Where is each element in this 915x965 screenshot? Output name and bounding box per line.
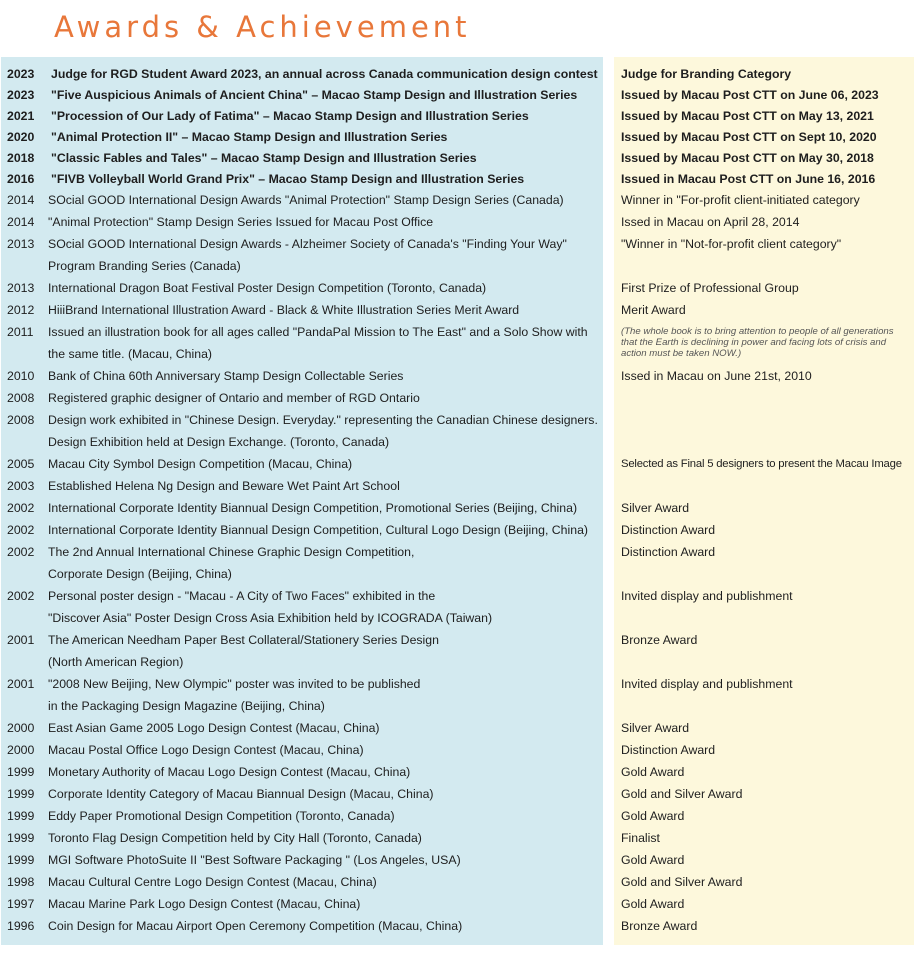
award-description bbox=[48, 893, 600, 915]
award-year: 1999 bbox=[7, 831, 35, 845]
award-description bbox=[48, 827, 600, 849]
award-description-line: The American Needham Paper Best Collateral/Stationery Series Design bbox=[48, 633, 439, 647]
award-description bbox=[48, 211, 600, 233]
award-note: (The whole book is to bring attention to people of all generations that the Earth is declining in power and facing lots of crisis and action must be taken NOW.) bbox=[621, 326, 894, 359]
award-result: Issed in Macau on April 28, 2014 bbox=[621, 215, 800, 229]
award-result: Gold Award bbox=[621, 897, 685, 911]
award-result: Selected as Final 5 designers to present the Macau Image bbox=[621, 458, 902, 470]
award-description-line: Bank of China 60th Anniversary Stamp Design Collectable Series bbox=[48, 369, 404, 383]
award-description bbox=[51, 168, 603, 190]
award-description-line: the same title. (Macau, China) bbox=[48, 347, 213, 361]
award-description-line: "Classic Fables and Tales" – Macao Stamp Design and Illustration Series bbox=[51, 151, 477, 165]
page-title: Awards & Achievement bbox=[54, 10, 471, 44]
award-year: 2013 bbox=[7, 281, 35, 295]
award-description-line: SOcial GOOD International Design Awards - Alzheimer Society of Canada's "Finding Your Way" bbox=[48, 237, 567, 251]
award-year: 2005 bbox=[7, 457, 35, 471]
award-year: 2002 bbox=[7, 545, 35, 559]
award-year: 2012 bbox=[7, 303, 35, 317]
award-year: 2021 bbox=[7, 109, 35, 123]
award-description bbox=[51, 147, 603, 169]
award-description-line: Macau City Symbol Design Competition (Macau, China) bbox=[48, 457, 353, 471]
award-result: Silver Award bbox=[621, 501, 690, 515]
award-year: 2002 bbox=[7, 501, 35, 515]
award-year: 2020 bbox=[7, 130, 35, 144]
award-description-line: Corporate Design (Beijing, China) bbox=[48, 567, 232, 581]
award-description bbox=[48, 629, 600, 673]
award-description bbox=[48, 321, 600, 365]
award-year: 2013 bbox=[7, 237, 35, 251]
award-year: 2010 bbox=[7, 369, 35, 383]
award-description-line: Judge for RGD Student Award 2023, an annual across Canada communication design contest bbox=[51, 67, 598, 81]
award-year: 1999 bbox=[7, 809, 35, 823]
award-description bbox=[48, 541, 600, 585]
award-result: Bronze Award bbox=[621, 919, 698, 933]
award-result: Bronze Award bbox=[621, 633, 698, 647]
award-description-line: "Discover Asia" Poster Design Cross Asia Exhibition held by ICOGRADA (Taiwan) bbox=[48, 611, 493, 625]
award-year: 2018 bbox=[7, 151, 35, 165]
award-description-line: "Five Auspicious Animals of Ancient China" – Macao Stamp Design and Illustration Series bbox=[51, 88, 578, 102]
award-description bbox=[48, 277, 600, 299]
award-description-line: East Asian Game 2005 Logo Design Contest (Macau, China) bbox=[48, 721, 380, 735]
award-description-line: Design work exhibited in "Chinese Design. Everyday." representing the Canadian Chinese designers. bbox=[48, 413, 598, 427]
award-description-line: Design Exhibition held at Design Exchange. (Toronto, Canada) bbox=[48, 435, 390, 449]
award-year: 2008 bbox=[7, 413, 35, 427]
award-description-line: "Animal Protection II" – Macao Stamp Design and Illustration Series bbox=[51, 130, 448, 144]
award-description-line: Registered graphic designer of Ontario and member of RGD Ontario bbox=[48, 391, 420, 405]
award-description-line: HiiiBrand International Illustration Award - Black & White Illustration Series Merit Award bbox=[48, 303, 520, 317]
award-year: 1999 bbox=[7, 853, 35, 867]
award-description-line: International Corporate Identity Biannual Design Competition, Promotional Series (Beijing, China) bbox=[48, 501, 578, 515]
award-result: Gold Award bbox=[621, 853, 685, 867]
award-result: Issued by Macau Post CTT on Sept 10, 2020 bbox=[621, 130, 877, 144]
award-description-line: International Corporate Identity Biannual Design Competition, Cultural Logo Design (Beijing, China) bbox=[48, 523, 589, 537]
award-year: 2008 bbox=[7, 391, 35, 405]
award-year: 2000 bbox=[7, 743, 35, 757]
award-description bbox=[48, 189, 600, 211]
award-description-line: International Dragon Boat Festival Poster Design Competition (Toronto, Canada) bbox=[48, 281, 487, 295]
award-year: 1999 bbox=[7, 765, 35, 779]
award-result: Gold and Silver Award bbox=[621, 787, 743, 801]
award-description-line: Macau Cultural Centre Logo Design Contest (Macau, China) bbox=[48, 875, 377, 889]
award-description-line: Program Branding Series (Canada) bbox=[48, 259, 241, 273]
award-description bbox=[48, 739, 600, 761]
award-year: 1999 bbox=[7, 787, 35, 801]
award-description bbox=[48, 717, 600, 739]
award-description bbox=[48, 805, 600, 827]
award-description bbox=[48, 387, 600, 409]
award-description bbox=[48, 497, 600, 519]
award-description-line: Coin Design for Macau Airport Open Ceremony Competition (Macau, China) bbox=[48, 919, 463, 933]
award-result: Finalist bbox=[621, 831, 660, 845]
award-result: Gold Award bbox=[621, 765, 685, 779]
award-description bbox=[48, 453, 600, 475]
award-result: Merit Award bbox=[621, 303, 686, 317]
award-description bbox=[48, 761, 600, 783]
award-description bbox=[48, 585, 600, 629]
award-year: 2011 bbox=[7, 325, 34, 339]
award-year: 2001 bbox=[7, 633, 35, 647]
award-description-line: Established Helena Ng Design and Beware Wet Paint Art School bbox=[48, 479, 400, 493]
award-year: 1996 bbox=[7, 919, 35, 933]
award-description-line: Personal poster design - "Macau - A City of Two Faces" exhibited in the bbox=[48, 589, 436, 603]
award-result: Issed in Macau on June 21st, 2010 bbox=[621, 369, 812, 383]
award-result: First Prize of Professional Group bbox=[621, 281, 799, 295]
award-description-line: Macau Postal Office Logo Design Contest (Macau, China) bbox=[48, 743, 364, 757]
award-description-line: Monetary Authority of Macau Logo Design Contest (Macau, China) bbox=[48, 765, 411, 779]
award-result: Distinction Award bbox=[621, 545, 716, 559]
award-result: Issued in Macau Post CTT on June 16, 2016 bbox=[621, 172, 876, 186]
award-year: 2023 bbox=[7, 67, 35, 81]
award-result: Gold and Silver Award bbox=[621, 875, 743, 889]
award-description bbox=[51, 105, 603, 127]
award-description-line: Corporate Identity Category of Macau Biannual Design (Macau, China) bbox=[48, 787, 434, 801]
award-description-line: MGI Software PhotoSuite II "Best Software Packaging " (Los Angeles, USA) bbox=[48, 853, 461, 867]
award-description bbox=[51, 126, 603, 148]
award-description bbox=[48, 673, 600, 717]
award-result: "Winner in "Not-for-profit client category" bbox=[621, 237, 842, 251]
award-year: 2000 bbox=[7, 721, 35, 735]
award-result: Silver Award bbox=[621, 721, 690, 735]
award-description-line: Toronto Flag Design Competition held by City Hall (Toronto, Canada) bbox=[48, 831, 422, 845]
award-description bbox=[48, 519, 600, 541]
award-year: 2002 bbox=[7, 589, 35, 603]
award-year: 1998 bbox=[7, 875, 35, 889]
award-description-line: The 2nd Annual International Chinese Graphic Design Competition, bbox=[48, 545, 415, 559]
award-description-line: in the Packaging Design Magazine (Beijing, China) bbox=[48, 699, 325, 713]
award-description-line: SOcial GOOD International Design Awards "Animal Protection" Stamp Design Series (Canada) bbox=[48, 193, 564, 207]
award-description bbox=[48, 475, 600, 497]
award-description bbox=[51, 63, 603, 85]
award-year: 1997 bbox=[7, 897, 35, 911]
award-description-line: Issued an illustration book for all ages called "PandaPal Mission to The East" and a Solo Show with bbox=[48, 325, 588, 339]
award-result: Judge for Branding Category bbox=[621, 67, 792, 81]
award-year: 2014 bbox=[7, 215, 35, 229]
award-description bbox=[48, 849, 600, 871]
award-description-line: (North American Region) bbox=[48, 655, 184, 669]
award-description-line: "FIVB Volleyball World Grand Prix" – Macao Stamp Design and Illustration Series bbox=[51, 172, 525, 186]
award-year: 2016 bbox=[7, 172, 35, 186]
award-result: Issued by Macau Post CTT on May 13, 2021 bbox=[621, 109, 874, 123]
award-description bbox=[48, 871, 600, 893]
award-description bbox=[48, 783, 600, 805]
award-description-line: "Animal Protection" Stamp Design Series Issued for Macau Post Office bbox=[48, 215, 434, 229]
award-result: Invited display and publishment bbox=[621, 677, 793, 691]
award-description bbox=[48, 233, 600, 277]
award-result: Issued by Macau Post CTT on June 06, 2023 bbox=[621, 88, 879, 102]
award-description bbox=[48, 915, 600, 937]
award-result: Distinction Award bbox=[621, 743, 716, 757]
award-result: Invited display and publishment bbox=[621, 589, 793, 603]
award-year: 2001 bbox=[7, 677, 35, 691]
award-year: 2014 bbox=[7, 193, 35, 207]
award-year: 2002 bbox=[7, 523, 35, 537]
award-result: Gold Award bbox=[621, 809, 685, 823]
award-description bbox=[51, 84, 603, 106]
award-result: Issued by Macau Post CTT on May 30, 2018 bbox=[621, 151, 874, 165]
award-description bbox=[48, 299, 600, 321]
award-description-line: Eddy Paper Promotional Design Competition (Toronto, Canada) bbox=[48, 809, 395, 823]
award-description bbox=[48, 409, 600, 453]
award-result: Winner in "For-profit client-initiated category bbox=[621, 193, 860, 207]
award-year: 2023 bbox=[7, 88, 35, 102]
award-description-line: Macau Marine Park Logo Design Contest (Macau, China) bbox=[48, 897, 361, 911]
award-description-line: "Procession of Our Lady of Fatima" – Macao Stamp Design and Illustration Series bbox=[51, 109, 529, 123]
award-description-line: "2008 New Beijing, New Olympic" poster was invited to be published bbox=[48, 677, 421, 691]
award-result: Distinction Award bbox=[621, 523, 716, 537]
award-year: 2003 bbox=[7, 479, 35, 493]
award-description bbox=[48, 365, 600, 387]
